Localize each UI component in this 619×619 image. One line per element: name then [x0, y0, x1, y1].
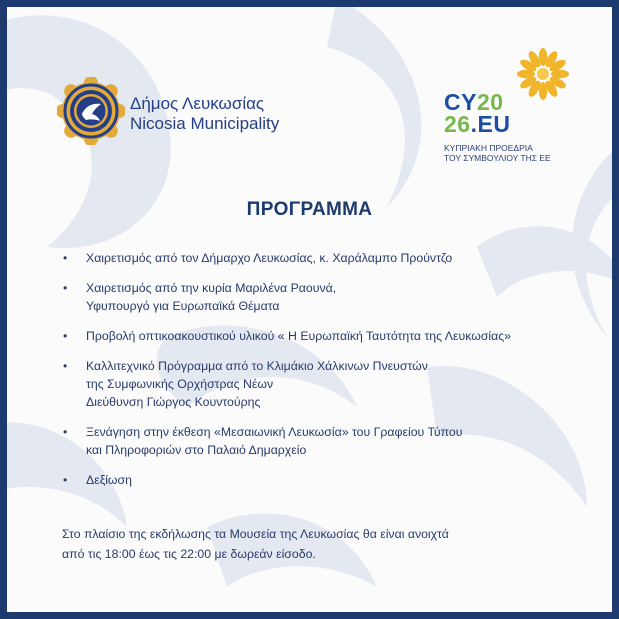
- presidency-subtitle-line-1: ΚΥΠΡΙΑΚΗ ΠΡΟΕΔΡΙΑ: [444, 143, 533, 153]
- program-item: [62, 279, 582, 315]
- eu-label: .EU: [470, 111, 511, 137]
- bullet-icon: •: [63, 473, 68, 487]
- program-list: [62, 249, 582, 501]
- opening-hours-note: [62, 524, 582, 564]
- cy2026-wordmark: [444, 91, 510, 135]
- program-item-line: Διεύθυνση Γιώργος Κουντούρης: [86, 395, 261, 409]
- program-item-line: Υφυπουργό για Ευρωπαϊκά Θέματα: [86, 299, 280, 313]
- bullet-icon: •: [63, 425, 68, 439]
- bullet-icon: •: [63, 329, 68, 343]
- program-item-line: Δεξίωση: [86, 473, 132, 487]
- presidency-subtitle-line-2: ΤΟΥ ΣΥΜΒΟΥΛΙΟΥ ΤΗΣ ΕΕ: [444, 153, 551, 163]
- program-item-line: της Συμφωνικής Ορχήστρας Νέων: [86, 377, 274, 391]
- municipality-name-greek: Δήμος Λευκωσίας: [130, 94, 265, 113]
- program-item-line: και Πληροφοριών στο Παλαιό Δημαρχείο: [86, 443, 307, 457]
- program-item: [62, 327, 582, 345]
- bullet-icon: •: [63, 359, 68, 373]
- bullet-icon: •: [63, 281, 68, 295]
- opening-hours-line-2: από τις 18:00 έως τις 22:00 με δωρεάν είσοδο.: [62, 547, 316, 561]
- program-title: ΠΡΟΓΡΑΜΜΑ: [246, 199, 373, 220]
- municipality-name: [130, 94, 279, 134]
- sunflower-icon: [514, 45, 572, 103]
- presidency-subtitle: [444, 143, 551, 163]
- program-item-line: Ξενάγηση στην έκθεση «Μεσαιωνική Λευκωσία» του Γραφείου Τύπου: [86, 425, 463, 439]
- program-item: [62, 471, 582, 489]
- municipality-name-english: Nicosia Municipality: [130, 114, 280, 133]
- program-item-line: Προβολή οπτικοακουστικού υλικού « Η Ευρωπαϊκή Ταυτότητα της Λευκωσίας»: [86, 329, 512, 343]
- program-item-line: Χαιρετισμός από την κυρία Μαριλένα Ραουνά,: [86, 281, 337, 295]
- header: [7, 7, 612, 177]
- year-part-2: 26: [444, 111, 471, 137]
- program-item: [62, 249, 582, 267]
- nicosia-municipality-emblem-icon: [57, 77, 125, 145]
- program-item-line: Καλλιτεχνικό Πρόγραμμα από το Κλιμάκιο Χάλκινων Πνευστών: [86, 359, 428, 373]
- bullet-icon: •: [63, 251, 68, 265]
- opening-hours-line-1: Στο πλαίσιο της εκδήλωσης τα Μουσεία της Λευκωσίας θα είναι ανοιχτά: [62, 527, 449, 541]
- program-item-line: Χαιρετισμός από τον Δήμαρχο Λευκωσίας, κ. Χαράλαμπο Προύντζο: [86, 251, 453, 265]
- cy2026-presidency-logo: [444, 45, 594, 175]
- program-item: [62, 357, 582, 411]
- cy-label: CY: [444, 89, 477, 115]
- program-item: [62, 423, 582, 459]
- year-part-1: 20: [476, 89, 504, 115]
